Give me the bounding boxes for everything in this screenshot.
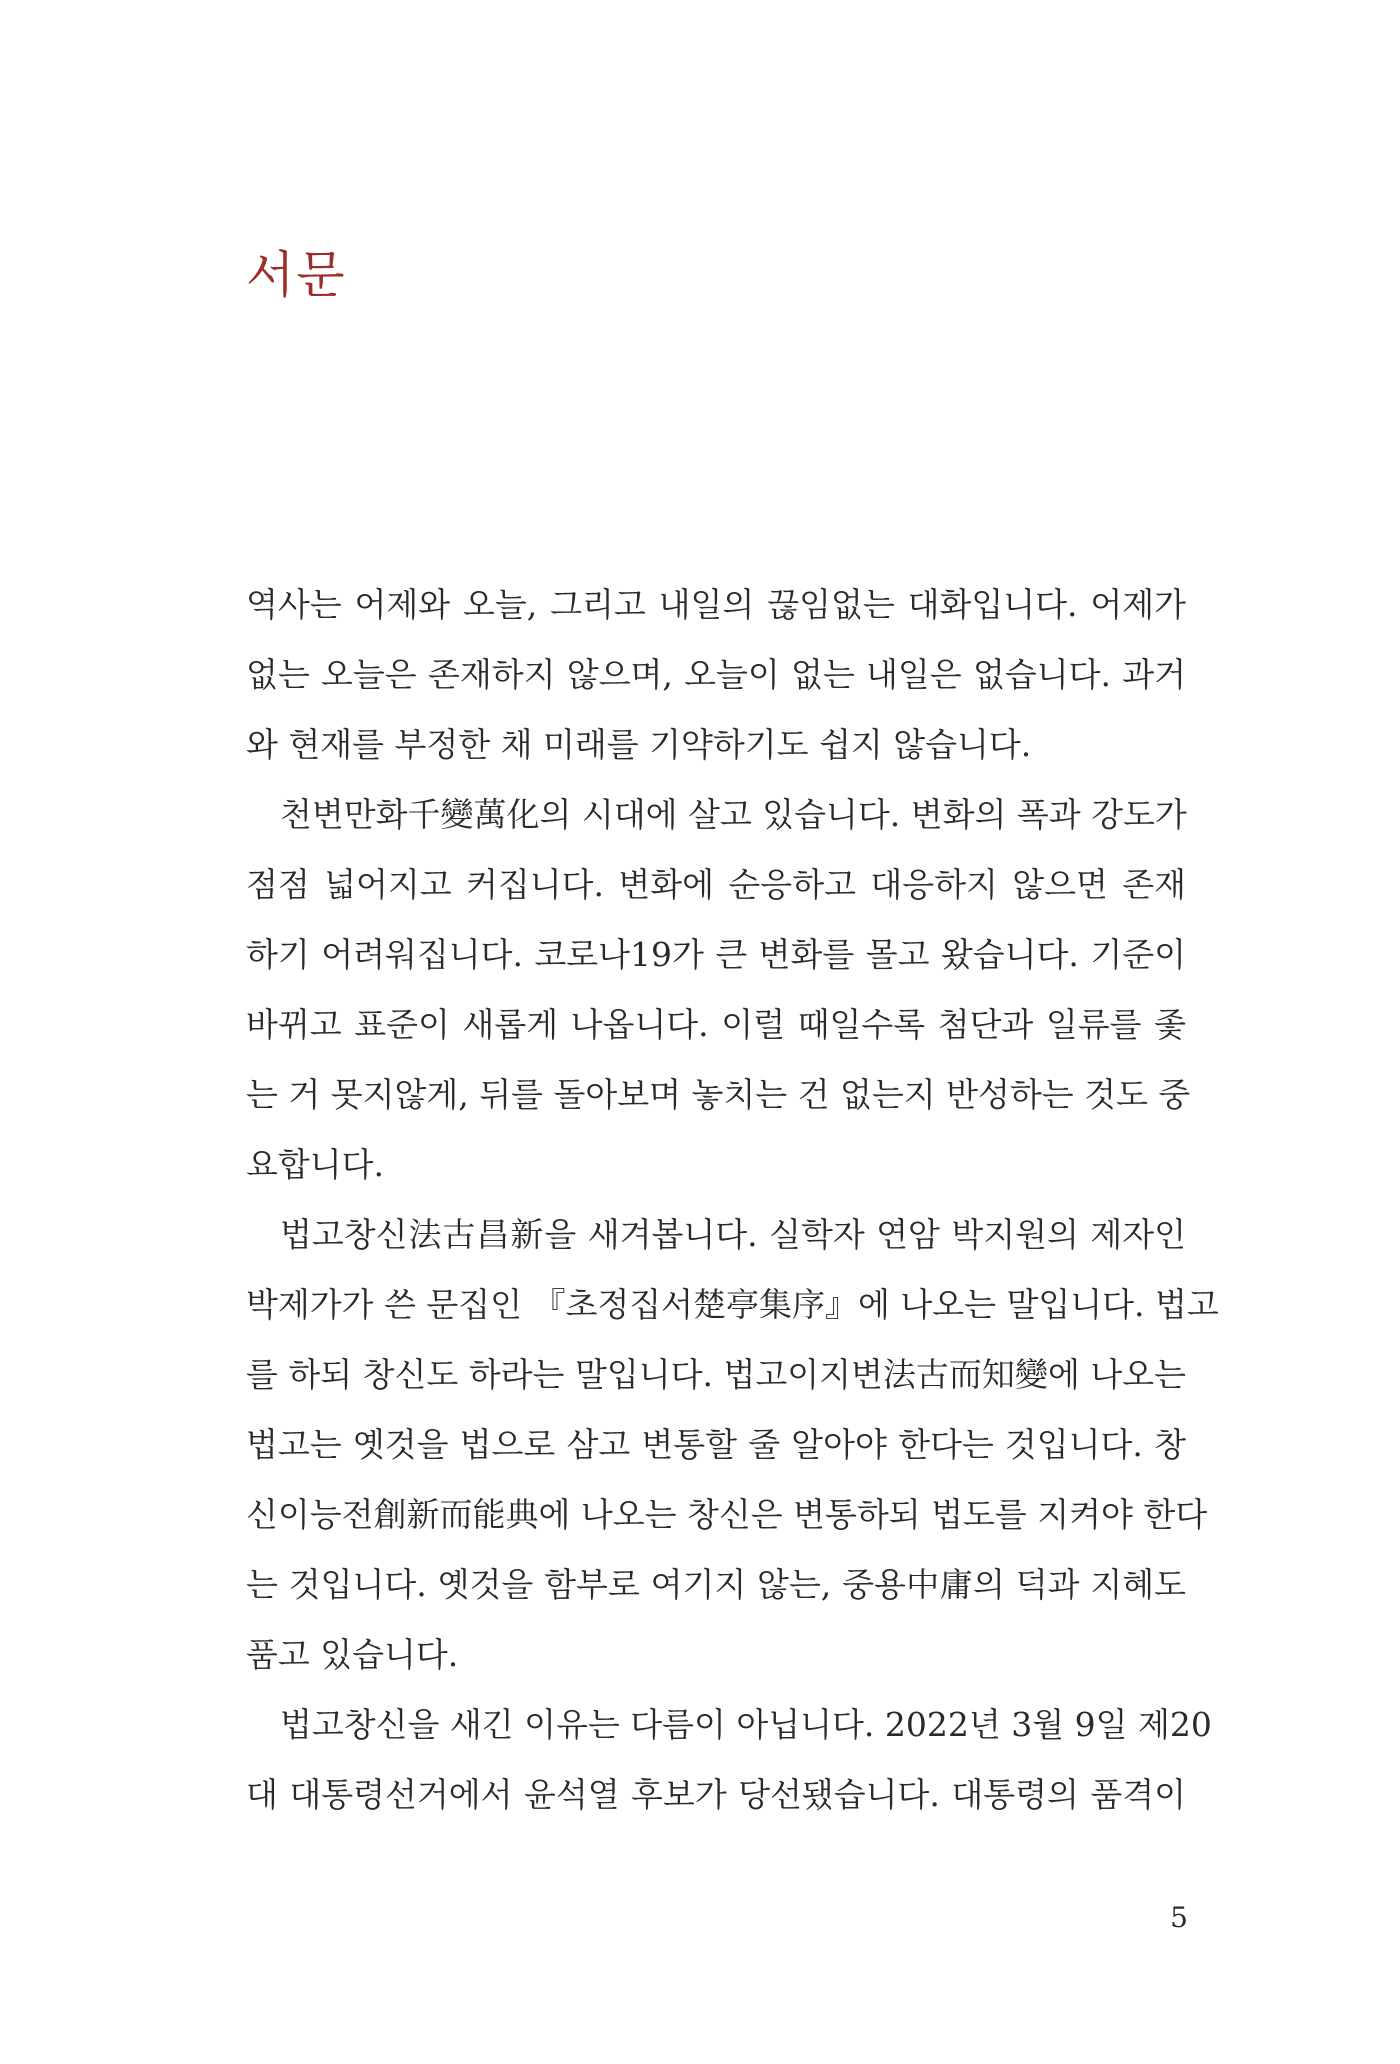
text-line: 를 하되 창신도 하라는 말입니다. 법고이지변法古而知變에 나오는 bbox=[246, 1355, 1186, 1394]
text-line: 는 것입니다. 옛것을 함부로 여기지 않는, 중용中庸의 덕과 지혜도 bbox=[246, 1565, 1186, 1604]
paragraph bbox=[246, 570, 1186, 780]
paragraph bbox=[246, 780, 1191, 1200]
text-line: 천변만화千變萬化의 시대에 살고 있습니다. 변화의 폭과 강도가 bbox=[280, 795, 1187, 834]
text-line: 법고창신을 새긴 이유는 다름이 아닙니다. 2022년 3월 9일 제20 bbox=[280, 1705, 1212, 1744]
text-line: 법고창신法古昌新을 새겨봅니다. 실학자 연암 박지원의 제자인 bbox=[280, 1215, 1186, 1254]
text-line: 와 현재를 부정한 채 미래를 기약하기도 쉽지 않습니다. bbox=[246, 725, 1032, 764]
text-line: 점점 넓어지고 커집니다. 변화에 순응하고 대응하지 않으면 존재 bbox=[246, 865, 1186, 904]
text-line: 바뀌고 표준이 새롭게 나옵니다. 이럴 때일수록 첨단과 일류를 좇 bbox=[246, 1005, 1186, 1044]
text-line: 법고는 옛것을 법으로 삼고 변통할 줄 알아야 한다는 것입니다. 창 bbox=[246, 1425, 1186, 1464]
paragraph bbox=[246, 1200, 1219, 1690]
text-line: 역사는 어제와 오늘, 그리고 내일의 끊임없는 대화입니다. 어제가 bbox=[246, 585, 1186, 624]
page-title: 서문 bbox=[246, 246, 347, 304]
page-number: 5 bbox=[1170, 1901, 1188, 1934]
text-line: 품고 있습니다. bbox=[246, 1635, 459, 1674]
paragraph bbox=[246, 1690, 1212, 1830]
text-line: 신이능전創新而能典에 나오는 창신은 변통하되 법도를 지켜야 한다 bbox=[246, 1495, 1208, 1534]
text-line: 박제가가 쓴 문집인 『초정집서楚亭集序』에 나오는 말입니다. 법고 bbox=[246, 1285, 1219, 1324]
text-line: 대 대통령선거에서 윤석열 후보가 당선됐습니다. 대통령의 품격이 bbox=[246, 1775, 1186, 1814]
text-line: 는 거 못지않게, 뒤를 돌아보며 놓치는 건 없는지 반성하는 것도 중 bbox=[246, 1075, 1191, 1114]
text-line: 하기 어려워집니다. 코로나19가 큰 변화를 몰고 왔습니다. 기준이 bbox=[246, 935, 1186, 974]
body-text bbox=[246, 570, 1219, 1830]
text-line: 요합니다. bbox=[246, 1145, 385, 1184]
text-line: 없는 오늘은 존재하지 않으며, 오늘이 없는 내일은 없습니다. 과거 bbox=[246, 655, 1186, 694]
